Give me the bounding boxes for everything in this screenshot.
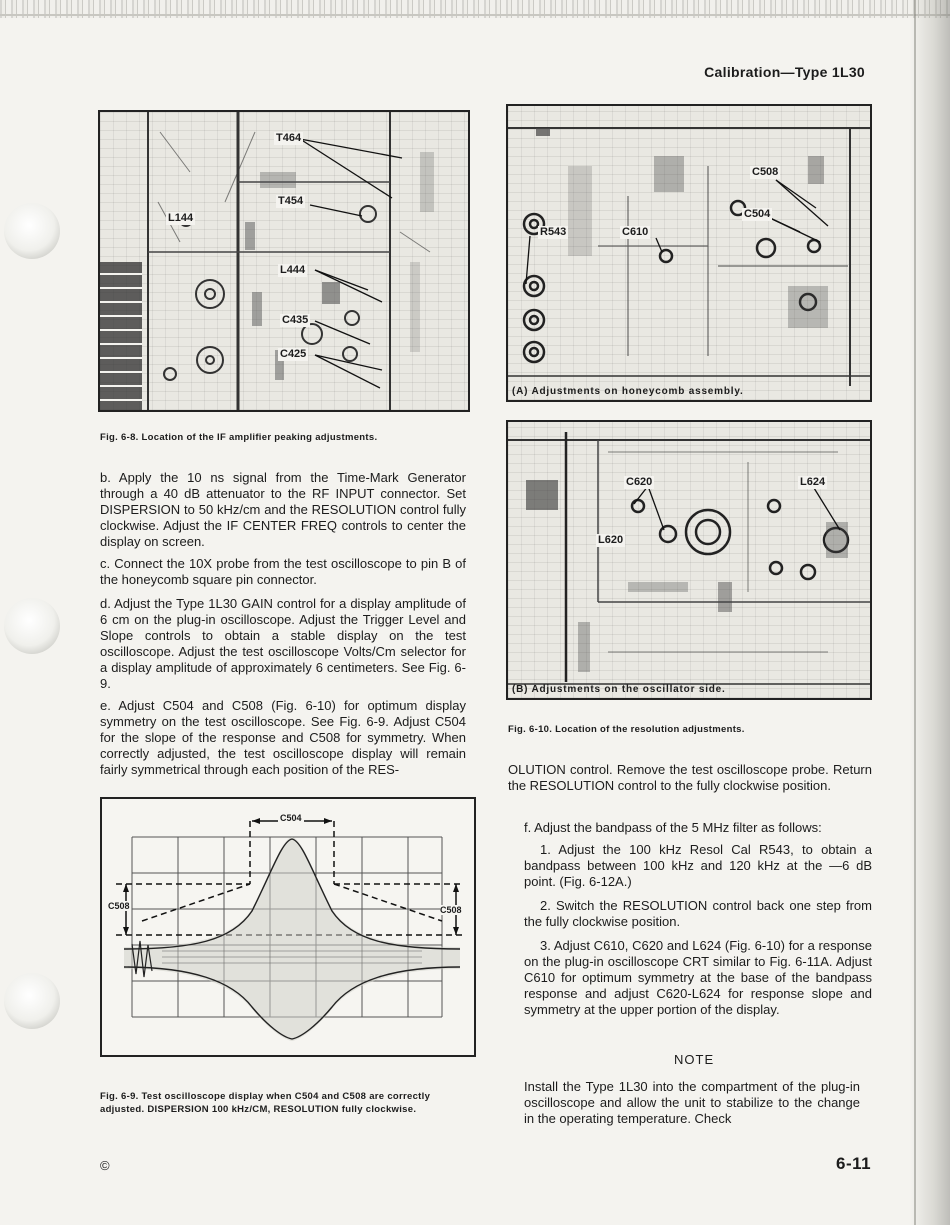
- label-l444: L444: [280, 264, 306, 276]
- page-number: 6-11: [836, 1154, 872, 1173]
- step-d: d. Adjust the Type 1L30 GAIN control for a display amplitude of 6 cm on the plug-in oscilloscope. Adjust the Trigger Level and Slope controls to obtain a stable display on the test oscilloscope. Adjust the test oscilloscope Volts/Cm selector for a display amplitude of approximately 6 centimeters. See Fig. 6-9.: [100, 596, 466, 691]
- figure-6-10-caption: Fig. 6-10. Location of the resolution adjustments.: [508, 724, 745, 735]
- label-l620: L620: [598, 534, 624, 546]
- figure-6-9-caption: Fig. 6-9. Test oscilloscope display when C504 and C508 are correctly adjusted. DISPERSION 100 kHz/CM, RESOLUTION fully clockwise.: [100, 1091, 431, 1115]
- label-t464: T464: [276, 132, 302, 144]
- note-title: NOTE: [674, 1052, 715, 1067]
- label-c504: C504: [744, 208, 771, 220]
- figure-6-10a-photo: [506, 104, 872, 402]
- figure-6-8-caption: Fig. 6-8. Location of the IF amplifier peaking adjustments.: [100, 432, 378, 443]
- label-c508: C508: [752, 166, 779, 178]
- oscillator-side-illustration: [508, 422, 870, 698]
- label-l624: L624: [800, 476, 826, 488]
- scope-label-c504: C504: [280, 813, 302, 823]
- step-e: e. Adjust C504 and C508 (Fig. 6-10) for optimum display symmetry on the test oscilloscope. See Fig. 6-9. Adjust C504 for the slope of the response and C508 for symmetry. When correctly adjusted, the test oscilloscope display will remain fairly symmetrical through each position of the RES-: [100, 698, 466, 777]
- scan-edge-right-line: [914, 0, 916, 1225]
- scope-label-c508-left: C508: [108, 901, 130, 911]
- figure-6-8-photo: [98, 110, 470, 412]
- scope-waveform: [102, 799, 474, 1055]
- step-c: c. Connect the 10X probe from the test oscilloscope to pin B of the honeycomb square pin connector.: [100, 556, 466, 587]
- page-header: Calibration—Type 1L30: [704, 64, 865, 80]
- honeycomb-assembly-illustration: [508, 106, 870, 400]
- note-text: Install the Type 1L30 into the compartment of the plug-in oscilloscope and allow the unit to stabilize to the change in the operating temperature. Check: [524, 1079, 860, 1126]
- step-f: f. Adjust the bandpass of the 5 MHz filter as follows:: [524, 820, 822, 835]
- label-c620: C620: [626, 476, 653, 488]
- circuit-board-illustration: [100, 112, 468, 410]
- label-c610: C610: [622, 226, 649, 238]
- label-r543: R543: [540, 226, 567, 238]
- binder-hole-top: [4, 203, 60, 259]
- scope-label-c508-right: C508: [440, 905, 462, 915]
- figure-6-10b-caption: (B) Adjustments on the oscillator side.: [512, 684, 726, 695]
- figure-6-10a-caption: (A) Adjustments on honeycomb assembly.: [512, 386, 744, 397]
- step-b: b. Apply the 10 ns signal from the Time-Mark Generator through a 40 dB attenuator to the RF INPUT connector. Set DISPERSION to 50 kHz/cm and the RESOLUTION control fully clockwise. Adjust the IF CENTER FREQ controls to center the display on screen.: [100, 470, 466, 549]
- label-c425: C425: [280, 348, 307, 360]
- label-c435: C435: [282, 314, 309, 326]
- step-f1: 1. Adjust the 100 kHz Resol Cal R543, to obtain a bandpass between 100 kHz and 120 kHz at the —6 dB point. (Fig. 6-12A.): [524, 842, 872, 889]
- figure-6-9-scope-display: [100, 797, 476, 1057]
- figure-6-10b-photo: [506, 420, 872, 700]
- step-e-continued: OLUTION control. Remove the test oscilloscope probe. Return the RESOLUTION control to the fully clockwise position.: [508, 762, 872, 793]
- binder-hole-bottom: [4, 973, 60, 1029]
- step-f2: 2. Switch the RESOLUTION control back one step from the fully clockwise position.: [524, 898, 872, 929]
- scan-edge-line: [0, 14, 950, 16]
- copyright-symbol: ©: [100, 1158, 110, 1173]
- label-t454: T454: [278, 195, 304, 207]
- label-l144: L144: [168, 212, 194, 224]
- binder-hole-middle: [4, 598, 60, 654]
- step-f3: 3. Adjust C610, C620 and L624 (Fig. 6-10) for a response on the plug-in oscilloscope CRT similar to Fig. 6-11A. Adjust C610 for optimum symmetry at the base of the bandpass response and adjust C620-L624 for response slope and symmetry at the upper portion of the display.: [524, 938, 872, 1017]
- scan-edge-right: [910, 0, 950, 1225]
